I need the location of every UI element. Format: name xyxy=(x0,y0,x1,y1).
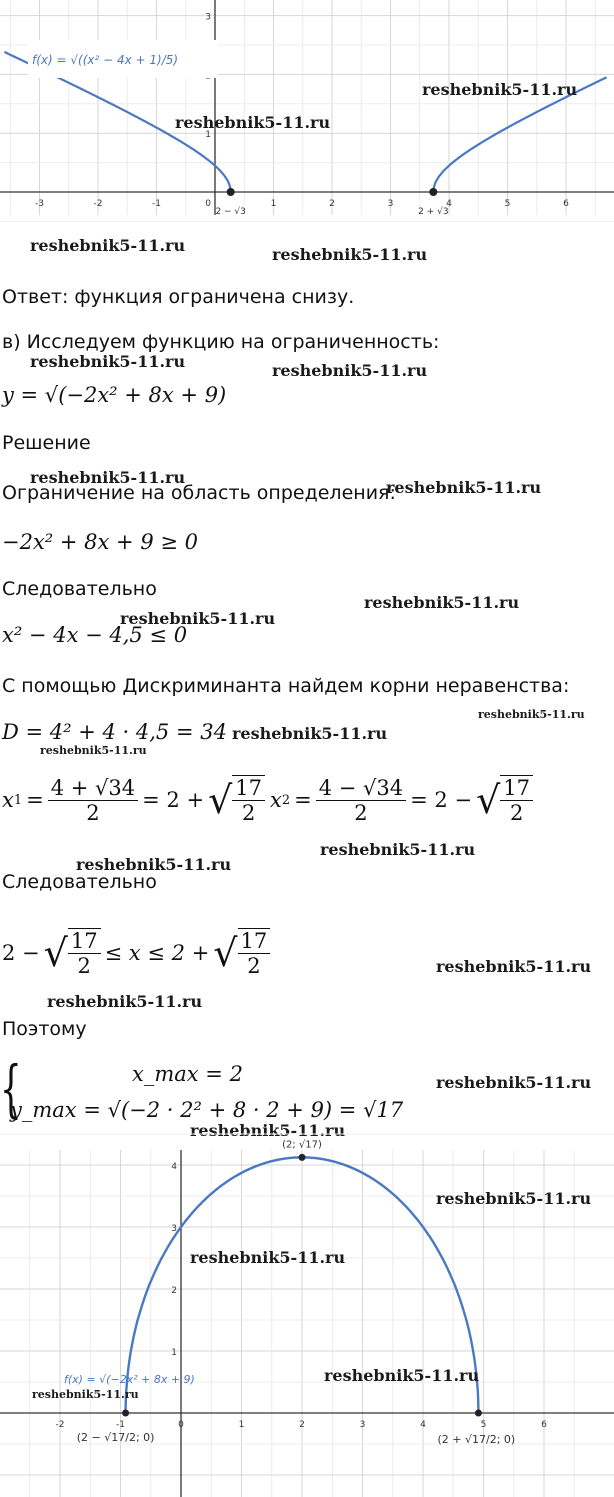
x-tick-label: -1 xyxy=(116,1420,125,1430)
x-tick-label: 5 xyxy=(504,199,511,209)
inequality-2: x² − 4x − 4,5 ≤ 0 xyxy=(2,623,188,647)
range-inequality: 2 − √ $\frac{17}{2}$ ≤ x ≤ 2 + √ $\frac{17}{2}$ xyxy=(2,928,270,978)
key-point xyxy=(122,1410,129,1417)
x2-num: 4 − √34 xyxy=(318,775,404,800)
root-right-label: 2 + √3 xyxy=(418,207,449,217)
watermark: reshebnik5-11.ru xyxy=(30,468,186,487)
range-rad1-num: 17 xyxy=(70,929,98,953)
root-point xyxy=(227,188,235,196)
x1-den: 2 xyxy=(48,800,138,825)
x2-result: = 2 − xyxy=(410,788,473,812)
x1-rad-den: 2 xyxy=(232,800,265,825)
x2-rad-den: 2 xyxy=(500,800,533,825)
function-equation: y = √(−2x² + 8x + 9) xyxy=(2,383,227,407)
x-tick-label: 4 xyxy=(420,1420,426,1430)
formula-label: f(x) = √(−2x² + 8x + 9) xyxy=(64,1372,195,1386)
x-tick-label: 5 xyxy=(480,1420,487,1430)
root-x2: x 2 = $\frac{4 - √34}{2}$ = 2 − √ $\frac{17}{2}$ xyxy=(270,775,533,825)
watermark: reshebnik5-11.ru xyxy=(190,1121,346,1140)
y-tick-label: 1 xyxy=(205,130,211,141)
watermark: reshebnik5-11.ru xyxy=(32,1388,139,1401)
therefore-1: Следовательно xyxy=(2,578,157,600)
watermark: reshebnik5-11.ru xyxy=(320,840,476,859)
x-tick-label: 3 xyxy=(359,1420,366,1430)
watermark: reshebnik5-11.ru xyxy=(272,245,428,264)
x1-result: = 2 + xyxy=(142,788,205,812)
watermark: reshebnik5-11.ru xyxy=(47,992,203,1011)
part-v-heading: в) Исследуем функцию на ограниченность: xyxy=(2,331,440,353)
therefore-2: Следовательно xyxy=(2,871,157,893)
x-tick-label: -2 xyxy=(93,199,103,209)
range-rad2-num: 17 xyxy=(240,929,268,953)
watermark: reshebnik5-11.ru xyxy=(232,724,388,743)
y-tick-label: 3 xyxy=(205,12,211,23)
watermark: reshebnik5-11.ru xyxy=(30,352,186,371)
watermark: reshebnik5-11.ru xyxy=(190,1248,346,1267)
x2-name: x xyxy=(270,788,282,812)
x-tick-label: 6 xyxy=(541,1420,547,1430)
range-rad1-den: 2 xyxy=(68,953,101,978)
inequality-1: −2x² + 8x + 9 ≥ 0 xyxy=(2,530,198,554)
watermark: reshebnik5-11.ru xyxy=(30,236,186,255)
discriminant-text: С помощью Дискриминанта найдем корни неравенства: xyxy=(2,675,570,697)
watermark: reshebnik5-11.ru xyxy=(436,1189,592,1208)
x-tick-label: 0 xyxy=(178,1420,184,1430)
left-root-label: (2 − √17/2; 0) xyxy=(76,1431,155,1444)
watermark: reshebnik5-11.ru xyxy=(120,609,276,628)
x-tick-label: 4 xyxy=(446,199,452,209)
x-tick-label: -2 xyxy=(55,1420,65,1430)
formula-label: f(x) = √((x² − 4x + 1)/5) xyxy=(32,53,179,67)
x-tick-label: 1 xyxy=(238,1420,245,1430)
watermark: reshebnik5-11.ru xyxy=(386,478,542,497)
x-tick-label: 2 xyxy=(329,199,335,209)
domain-restriction: Ограничение на область определения: xyxy=(2,482,396,504)
watermark: reshebnik5-11.ru xyxy=(364,593,520,612)
answer-text: Ответ: функция ограничена снизу. xyxy=(2,286,355,308)
root-x1: x 1 = $\frac{4 + √34}{2}$ = 2 + √ $\frac{17}{2}$ xyxy=(2,775,265,825)
discriminant-equation: D = 4² + 4 · 4,5 = 34 xyxy=(2,720,227,744)
right-root-label: (2 + √17/2; 0) xyxy=(437,1433,516,1446)
watermark: reshebnik5-11.ru xyxy=(478,708,585,721)
root-left-label: 2 − √3 xyxy=(215,207,246,217)
x2-sub: 2 xyxy=(281,792,291,808)
y-tick-label: 1 xyxy=(171,1348,177,1358)
x1-rad-num: 17 xyxy=(235,776,263,800)
x2-den: 2 xyxy=(316,800,406,825)
x-tick-label: 0 xyxy=(205,199,211,209)
x-tick-label: -1 xyxy=(152,199,161,209)
system-line-1: x_max = 2 xyxy=(132,1062,243,1086)
watermark: reshebnik5-11.ru xyxy=(175,113,331,132)
watermark: reshebnik5-11.ru xyxy=(40,744,147,757)
x2-rad-num: 17 xyxy=(503,776,531,800)
range-rad-1 xyxy=(68,928,101,978)
key-point xyxy=(475,1410,482,1417)
root-point xyxy=(429,188,437,196)
solution-label: Решение xyxy=(2,432,91,454)
x1-rad xyxy=(232,775,265,825)
max-point-label: (2; √17) xyxy=(282,1139,322,1151)
x2-fraction xyxy=(316,776,406,825)
x1-num: 4 + √34 xyxy=(50,775,136,800)
watermark: reshebnik5-11.ru xyxy=(76,855,232,874)
key-point xyxy=(299,1154,306,1161)
x-tick-label: 3 xyxy=(387,199,394,209)
y-tick-label: 2 xyxy=(171,1286,177,1296)
x2-rad xyxy=(500,775,533,825)
y-tick-label: 3 xyxy=(171,1224,177,1234)
range-rad-2 xyxy=(238,928,271,978)
watermark: reshebnik5-11.ru xyxy=(324,1366,480,1385)
range-mid: ≤ x ≤ 2 + xyxy=(104,941,210,965)
x1-sub: 1 xyxy=(13,792,23,808)
range-rad2-den: 2 xyxy=(238,953,271,978)
watermark: reshebnik5-11.ru xyxy=(436,957,592,976)
watermark: reshebnik5-11.ru xyxy=(422,80,578,99)
graph-1 xyxy=(0,0,614,215)
x-tick-label: 2 xyxy=(299,1420,305,1430)
system-line-2: y_max = √(−2 · 2² + 8 · 2 + 9) = √17 xyxy=(10,1098,404,1122)
y-tick-label: 4 xyxy=(171,1162,177,1172)
range-left: 2 − xyxy=(2,941,40,965)
x1-name: x xyxy=(2,788,14,812)
x-tick-label: 1 xyxy=(270,199,277,209)
x-tick-label: -3 xyxy=(35,199,44,209)
x1-fraction xyxy=(48,776,138,825)
therefore-3: Поэтому xyxy=(2,1018,87,1040)
system-brace: { xyxy=(0,1052,22,1125)
watermark: reshebnik5-11.ru xyxy=(272,361,428,380)
x-tick-label: 6 xyxy=(563,199,569,209)
watermark: reshebnik5-11.ru xyxy=(436,1073,592,1092)
